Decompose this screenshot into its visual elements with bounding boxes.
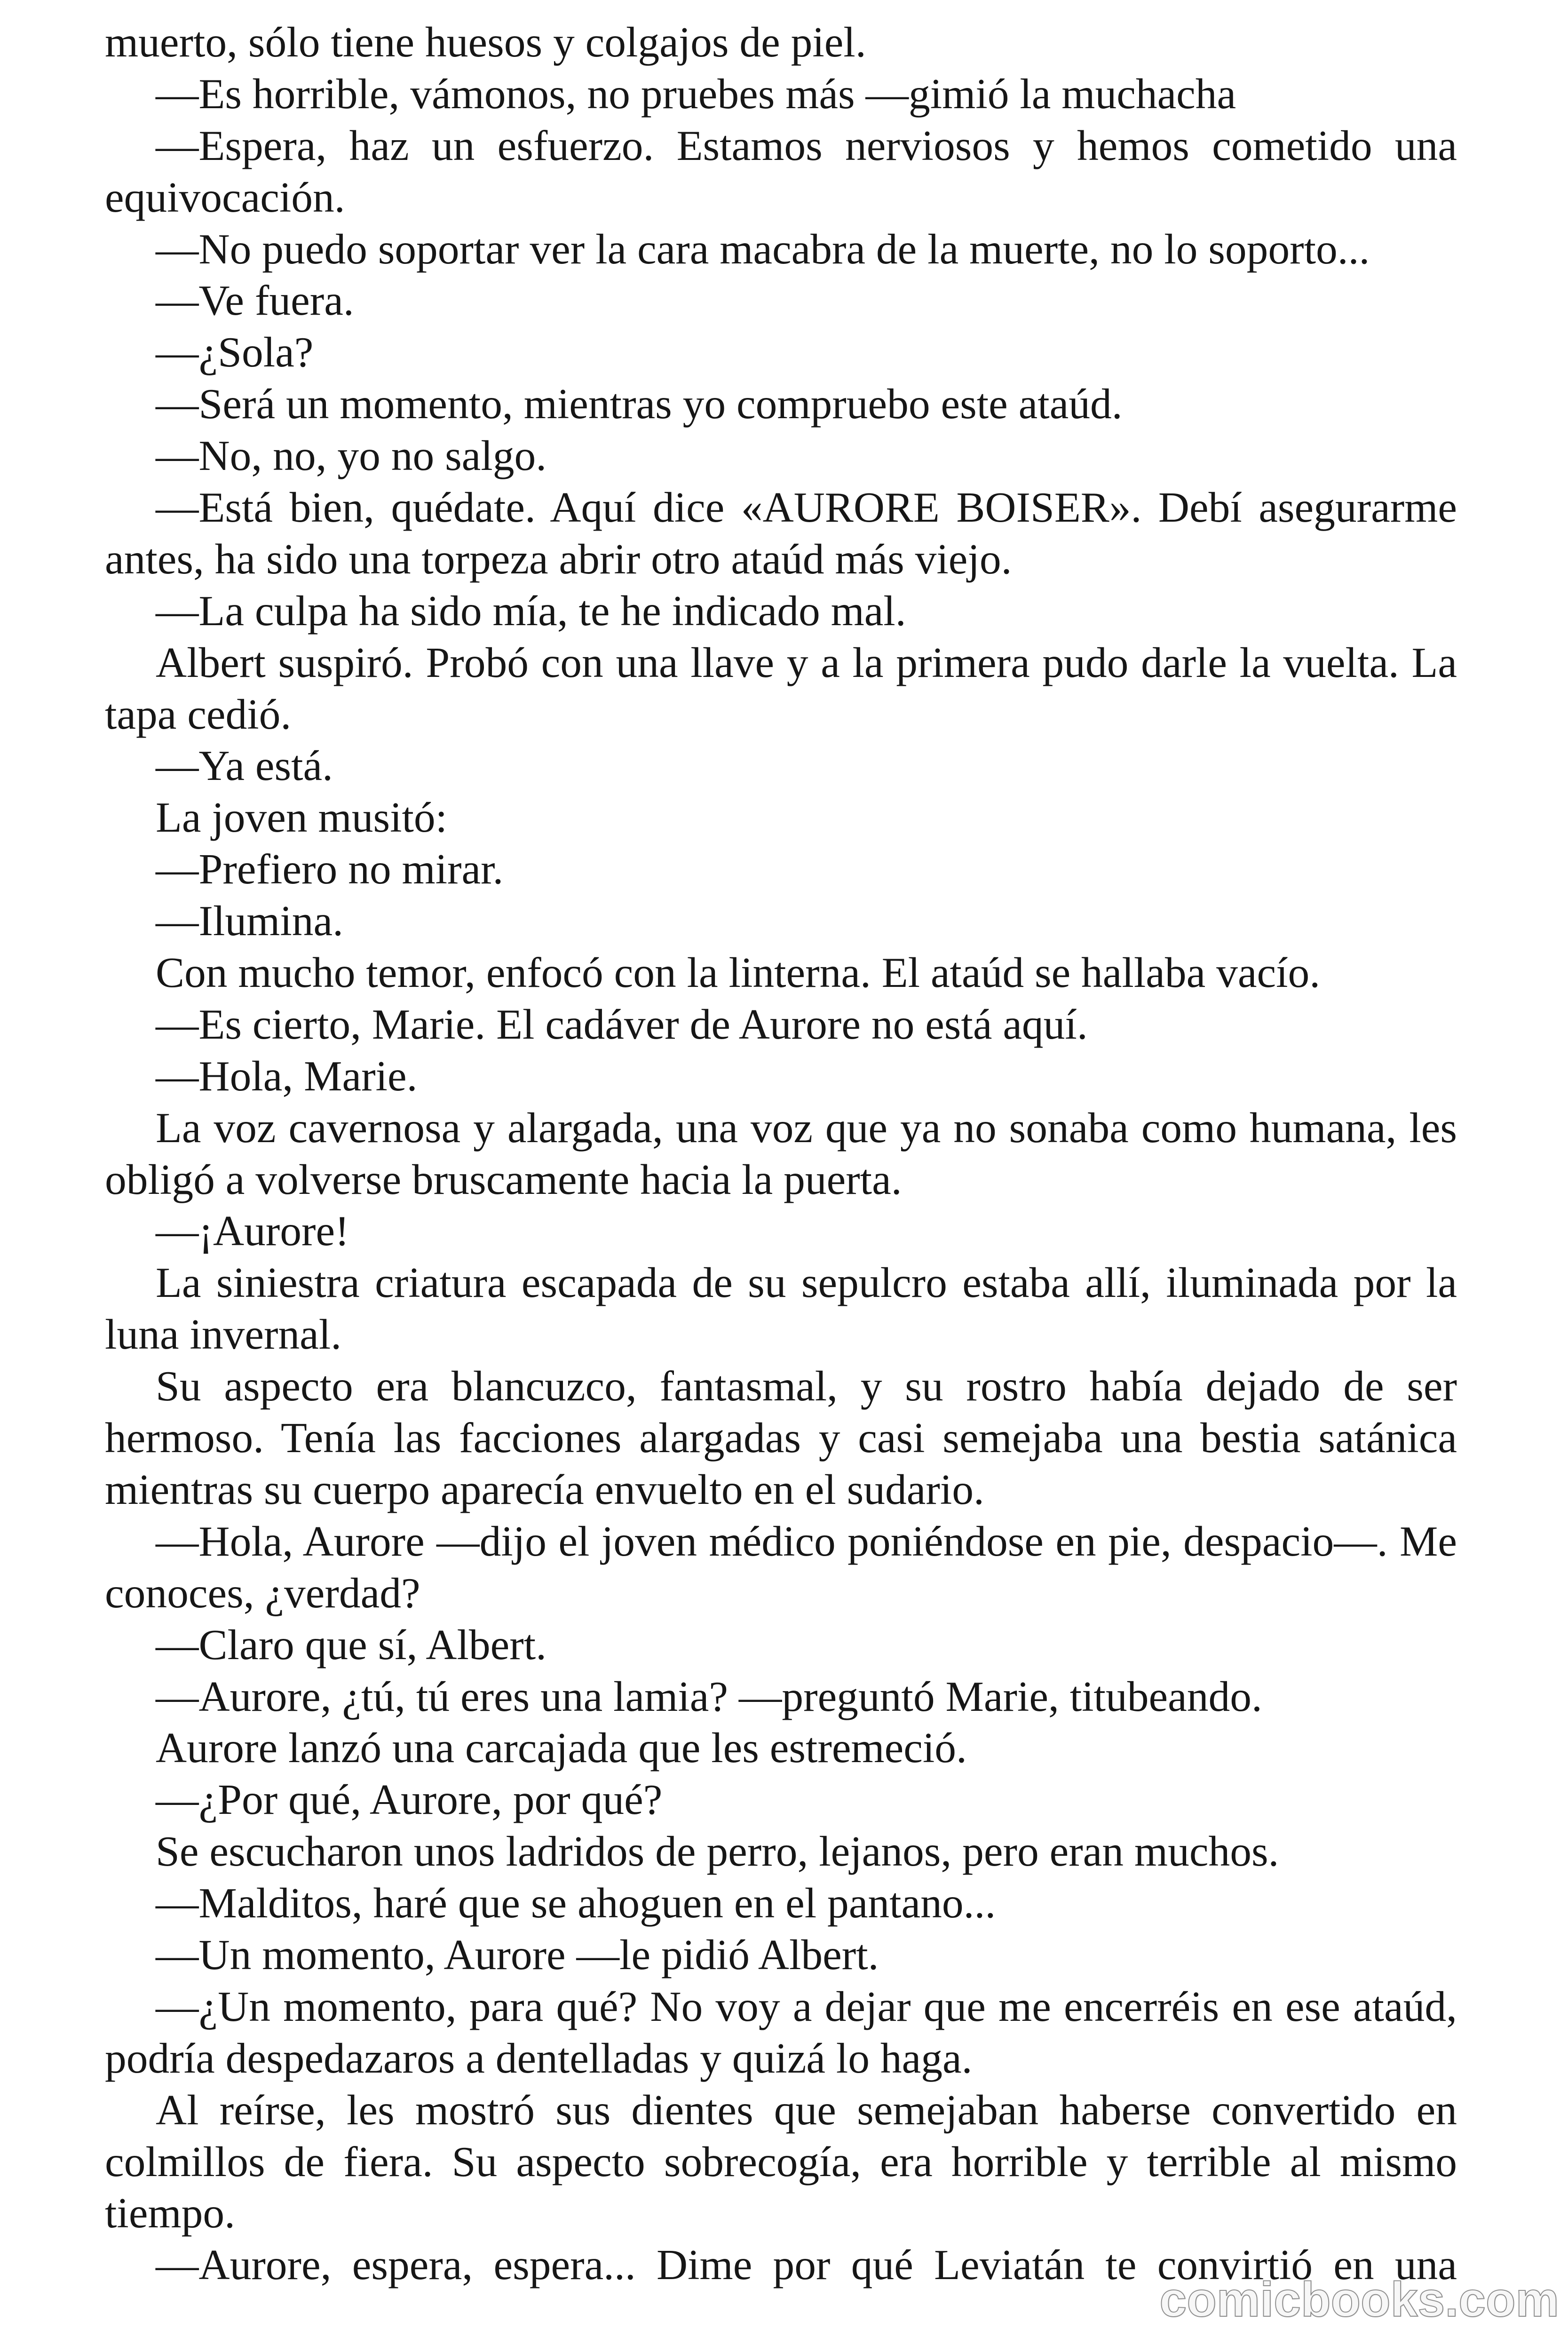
paragraph <box>105 1981 1457 2084</box>
paragraph <box>105 430 1457 482</box>
text-line: —Está bien, quédate. Aquí dice «AURORE BOISER». Debí asegurarme <box>156 483 1457 532</box>
text-line: —¿Un momento, para qué? No voy a dejar que me encerréis en ese ataúd, <box>156 1982 1457 2030</box>
paragraph <box>105 1102 1457 1206</box>
paragraph <box>105 1619 1457 1671</box>
paragraph <box>105 1877 1457 1929</box>
text-line: —Aurore, espera, espera... Dime por qué Leviatán te convirtió en una <box>156 2241 1457 2289</box>
text-line: La joven musitó: <box>156 793 448 842</box>
paragraph <box>105 1722 1457 1774</box>
paragraph <box>105 999 1457 1050</box>
text-line: —Aurore, ¿tú, tú eres una lamia? —preguntó Marie, titubeando. <box>156 1672 1262 1720</box>
watermark: comicbooks.com <box>1159 2273 1559 2327</box>
paragraph <box>105 326 1457 378</box>
paragraph <box>105 1257 1457 1360</box>
text-line: —¡Aurore! <box>156 1207 349 1255</box>
text-line: —Espera, haz un esfuerzo. Estamos nerviosos y hemos cometido una <box>156 121 1457 169</box>
text-line: —Es cierto, Marie. El cadáver de Aurore no está aquí. <box>156 1000 1088 1048</box>
text-line: conoces, ¿verdad? <box>105 1568 420 1617</box>
text-line: luna invernal. <box>105 1310 342 1359</box>
text-line: —Un momento, Aurore —le pidió Albert. <box>156 1930 879 1979</box>
text-line: —No, no, yo no salgo. <box>156 431 547 480</box>
paragraph <box>105 2084 1457 2240</box>
paragraph <box>105 637 1457 740</box>
text-line: —¿Sola? <box>156 328 314 376</box>
paragraph <box>105 482 1457 585</box>
text-line: —Hola, Aurore —dijo el joven médico poniéndose en pie, despacio—. Me <box>156 1517 1457 1565</box>
text-line: —Hola, Marie. <box>156 1051 418 1100</box>
text-line: —Será un momento, mientras yo compruebo este ataúd. <box>156 380 1123 428</box>
text-line: Al reírse, les mostró sus dientes que semejaban haberse convertido en <box>156 2085 1457 2134</box>
paragraph <box>105 1516 1457 1619</box>
text-line: podría despedazaros a dentelladas y quizá lo haga. <box>105 2034 973 2082</box>
text-line: La voz cavernosa y alargada, una voz que ya no sonaba como humana, les <box>156 1103 1457 1152</box>
paragraph <box>105 223 1457 275</box>
paragraph <box>105 275 1457 326</box>
text-line: —No puedo soportar ver la cara macabra de la muerte, no lo soporto... <box>156 224 1370 273</box>
text-line: mientras su cuerpo aparecía envuelto en el sudario. <box>105 1465 984 1513</box>
text-line: tapa cedió. <box>105 690 292 738</box>
paragraph <box>105 120 1457 223</box>
text-line: —Prefiero no mirar. <box>156 845 504 893</box>
text-line: —Claro que sí, Albert. <box>156 1620 547 1669</box>
paragraph <box>105 843 1457 895</box>
text-line: muerto, sólo tiene huesos y colgajos de piel. <box>105 18 866 66</box>
paragraph <box>105 1929 1457 1981</box>
paragraph <box>105 585 1457 637</box>
paragraph <box>105 16 1457 68</box>
text-line: Con mucho temor, enfocó con la linterna. El ataúd se hallaba vacío. <box>156 948 1321 997</box>
paragraph <box>105 1205 1457 1257</box>
text-line: hermoso. Tenía las facciones alargadas y casi semejaba una bestia satánica <box>105 1414 1457 1462</box>
text-line: equivocación. <box>105 173 345 221</box>
text-line: obligó a volverse bruscamente hacia la puerta. <box>105 1155 902 1203</box>
text-line: Albert suspiró. Probó con una llave y a la primera pudo darle la vuelta. La <box>156 638 1457 686</box>
text-line: —Ve fuera. <box>156 276 354 325</box>
paragraph <box>105 947 1457 999</box>
paragraph <box>105 792 1457 843</box>
paragraph <box>105 895 1457 947</box>
paragraph <box>105 1050 1457 1102</box>
paragraph <box>105 1360 1457 1516</box>
paragraph <box>105 378 1457 430</box>
paragraph <box>105 1671 1457 1723</box>
text-line: tiempo. <box>105 2189 236 2237</box>
text-line: Se escucharon unos ladridos de perro, lejanos, pero eran muchos. <box>156 1827 1279 1875</box>
paragraph <box>105 740 1457 792</box>
body-text <box>105 16 1457 2291</box>
text-line: antes, ha sido una torpeza abrir otro ataúd más viejo. <box>105 534 1012 583</box>
text-line: —Es horrible, vámonos, no pruebes más —gimió la muchacha <box>156 69 1236 118</box>
text-line: —¿Por qué, Aurore, por qué? <box>156 1775 663 1824</box>
paragraph <box>105 68 1457 120</box>
text-line: —Malditos, haré que se ahoguen en el pantano... <box>156 1879 996 1927</box>
text-line: Su aspecto era blancuzco, fantasmal, y su rostro había dejado de ser <box>156 1362 1457 1410</box>
paragraph <box>105 1826 1457 1877</box>
paragraph <box>105 1774 1457 1826</box>
text-line: La siniestra criatura escapada de su sepulcro estaba allí, iluminada por la <box>156 1258 1457 1307</box>
text-line: Aurore lanzó una carcajada que les estremeció. <box>156 1724 967 1772</box>
text-line: colmillos de fiera. Su aspecto sobrecogía, era horrible y terrible al mismo <box>105 2137 1457 2185</box>
text-line: —Ya está. <box>156 741 333 790</box>
text-line: —La culpa ha sido mía, te he indicado mal. <box>156 586 906 635</box>
text-line: —Ilumina. <box>156 897 343 945</box>
